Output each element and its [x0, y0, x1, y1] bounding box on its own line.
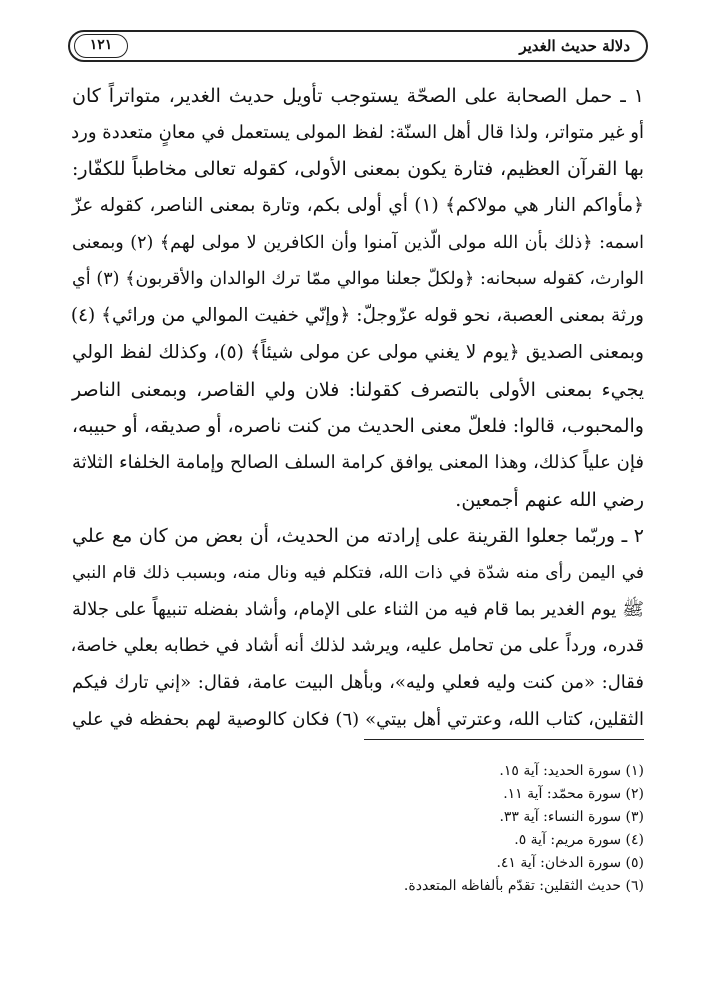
footnote: (٣) سورة النساء: آية ٣٣.	[499, 809, 644, 825]
footnote-divider	[364, 739, 644, 740]
text-line: ورثة بمعنى العصبة، نحو قوله عزّوجلّ: ﴿وإنّي خفيت الموالي من ورائي﴾ (٤)	[70, 305, 644, 327]
footnotes	[330, 760, 644, 898]
text-line: فقال: «من كنت وليه فعلي وليه»، وبأهل البيت عامة، فقال: «إني تارك فيكم	[72, 672, 644, 693]
text-line: في اليمن رأى منه شدّة في ذات الله، فتكلم فيه ونال منه، وبسبب ذلك قام النبي	[72, 562, 644, 583]
footnote: (١) سورة الحديد: آية ١٥.	[499, 763, 644, 779]
footnote: (٦) حديث الثقلين: تقدّم بألفاظه المتعددة.	[403, 878, 644, 894]
page-number: ١٢١	[74, 34, 128, 58]
text-line: رضي الله عنهم أجمعين.	[455, 488, 644, 511]
text-line: والمحبوب، قالوا: فلعلّ معنى الحديث من كنت ناصره، أو صديقه، أو حبيبه،	[71, 415, 644, 438]
text-line: ﴿مأواكم النار هي مولاكم﴾ (١) أي أولى بكم، وتارة بمعنى الناصر، كقوله عزّ	[72, 195, 644, 217]
header-title: دلالة حديث الغدير	[519, 37, 630, 55]
text-line: فإن علياً كذلك، وهذا المعنى يوافق كرامة السلف الصالح وإمامة الخلفاء الثلاثة	[72, 451, 644, 473]
footnote: (٤) سورة مريم: آية ٥.	[514, 832, 644, 848]
text-line: أو غير متواتر، ولذا قال أهل السنّة: لفظ المولى يستعمل في معانٍ متعددة ورد	[71, 121, 644, 143]
text-line: الوارث، كقوله سبحانه: ﴿ولكلّ جعلنا موالي ممّا ترك الوالدان والأقربون﴾ (٣) أي	[72, 269, 644, 290]
text-line: الثقلين، كتاب الله، وعترتي أهل بيتي» (٦) فكان كالوصية لهم بحفظه في علي	[72, 708, 645, 730]
text-line: وبمعنى الصديق ﴿يوم لا يغني مولى عن مولى شيئاً﴾ (٥)، وكذلك لفظ الولي	[72, 341, 644, 363]
footnote: (٢) سورة محمّد: آية ١١.	[503, 786, 644, 802]
text-line: ﷺ يوم الغدير بما قام فيه من الثناء على الإمام، وأشاد بفضله تنبيهاً على جلالة	[72, 598, 644, 620]
text-line: ٢ ـ وربّما جعلوا القرينة على إرادته من الحديث، أن بعض من كان مع علي	[72, 525, 644, 548]
text-line: قدره، ورداً على من تحامل عليه، ويرشد لذلك أنه أشاد في خطابه بعلي خاصة،	[70, 635, 644, 657]
running-header	[68, 30, 648, 62]
body-text	[72, 78, 644, 738]
footnote: (٥) سورة الدخان: آية ٤١.	[496, 855, 644, 871]
text-line: بها القرآن العظيم، فتارة يكون بمعنى الأولى، كقوله تعالى مخاطباً للكفّار:	[72, 158, 644, 181]
text-line: ١ ـ حمل الصحابة على الصحّة يستوجب تأويل حديث الغدير، متواتراً كان	[72, 85, 644, 107]
text-line: اسمه: ﴿ذلك بأن الله مولى الّذين آمنوا وأن الكافرين لا مولى لهم﴾ (٢) وبمعنى	[72, 232, 645, 253]
text-line: يجيء بمعنى الأولى بالتصرف كقولنا: فلان ولي القاصر، وبمعنى الناصر	[72, 378, 644, 401]
